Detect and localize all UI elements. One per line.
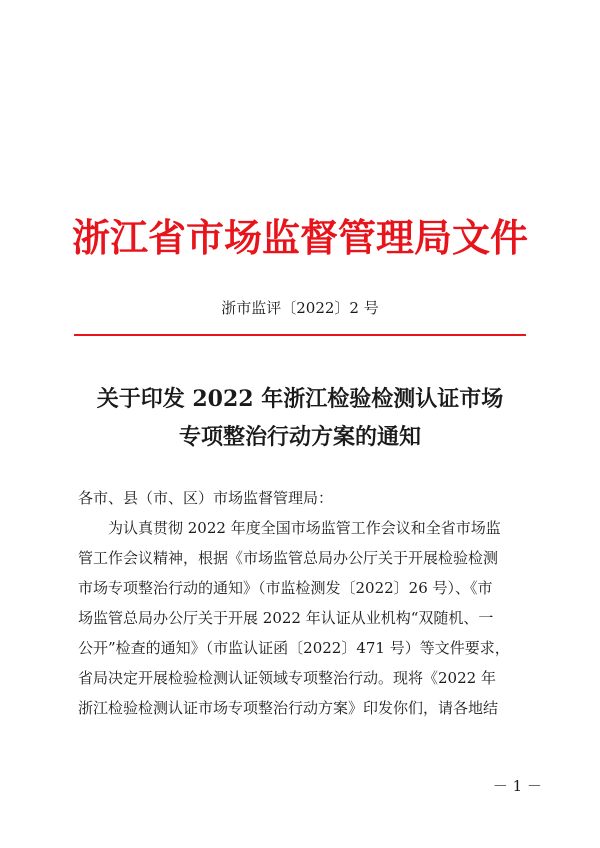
paragraph-line: 为认真贯彻 2022 年度全国市场监管工作会议和全省市场监 xyxy=(78,519,501,537)
paragraph-line: 浙江检验检测认证市场专项整治行动方案》印发你们，请各地结 xyxy=(78,699,499,717)
notice-title-line-1: 关于印发 2022 年浙江检验检测认证市场 xyxy=(96,386,504,412)
document-number: 浙市监评〔2022〕2 号 xyxy=(221,299,379,317)
red-divider-line xyxy=(74,334,526,336)
page-number: － 1 － xyxy=(492,777,542,795)
issuer-header-title: 浙江省市场监督管理局文件 xyxy=(71,215,528,260)
notice-title-line-2: 专项整治行动方案的通知 xyxy=(178,424,421,450)
salutation: 各市、县（市、区）市场监督管理局： xyxy=(78,489,334,507)
paragraph-line: 管工作会议精神，根据《市场监管总局办公厅关于开展检验检测 xyxy=(78,549,499,567)
paragraph-line: 场监管总局办公厅关于开展 2022 年认证从业机构“双随机、一 xyxy=(78,609,494,627)
paragraph-line: 公开”检查的通知》（市监认证函〔2022〕471 号）等文件要求， xyxy=(78,639,510,657)
paragraph-line: 省局决定开展检验检测认证领域专项整治行动。现将《2022 年 xyxy=(78,669,496,687)
paragraph-line: 市场专项整治行动的通知》（市监检测发〔2022〕26 号）、《市 xyxy=(78,579,493,597)
